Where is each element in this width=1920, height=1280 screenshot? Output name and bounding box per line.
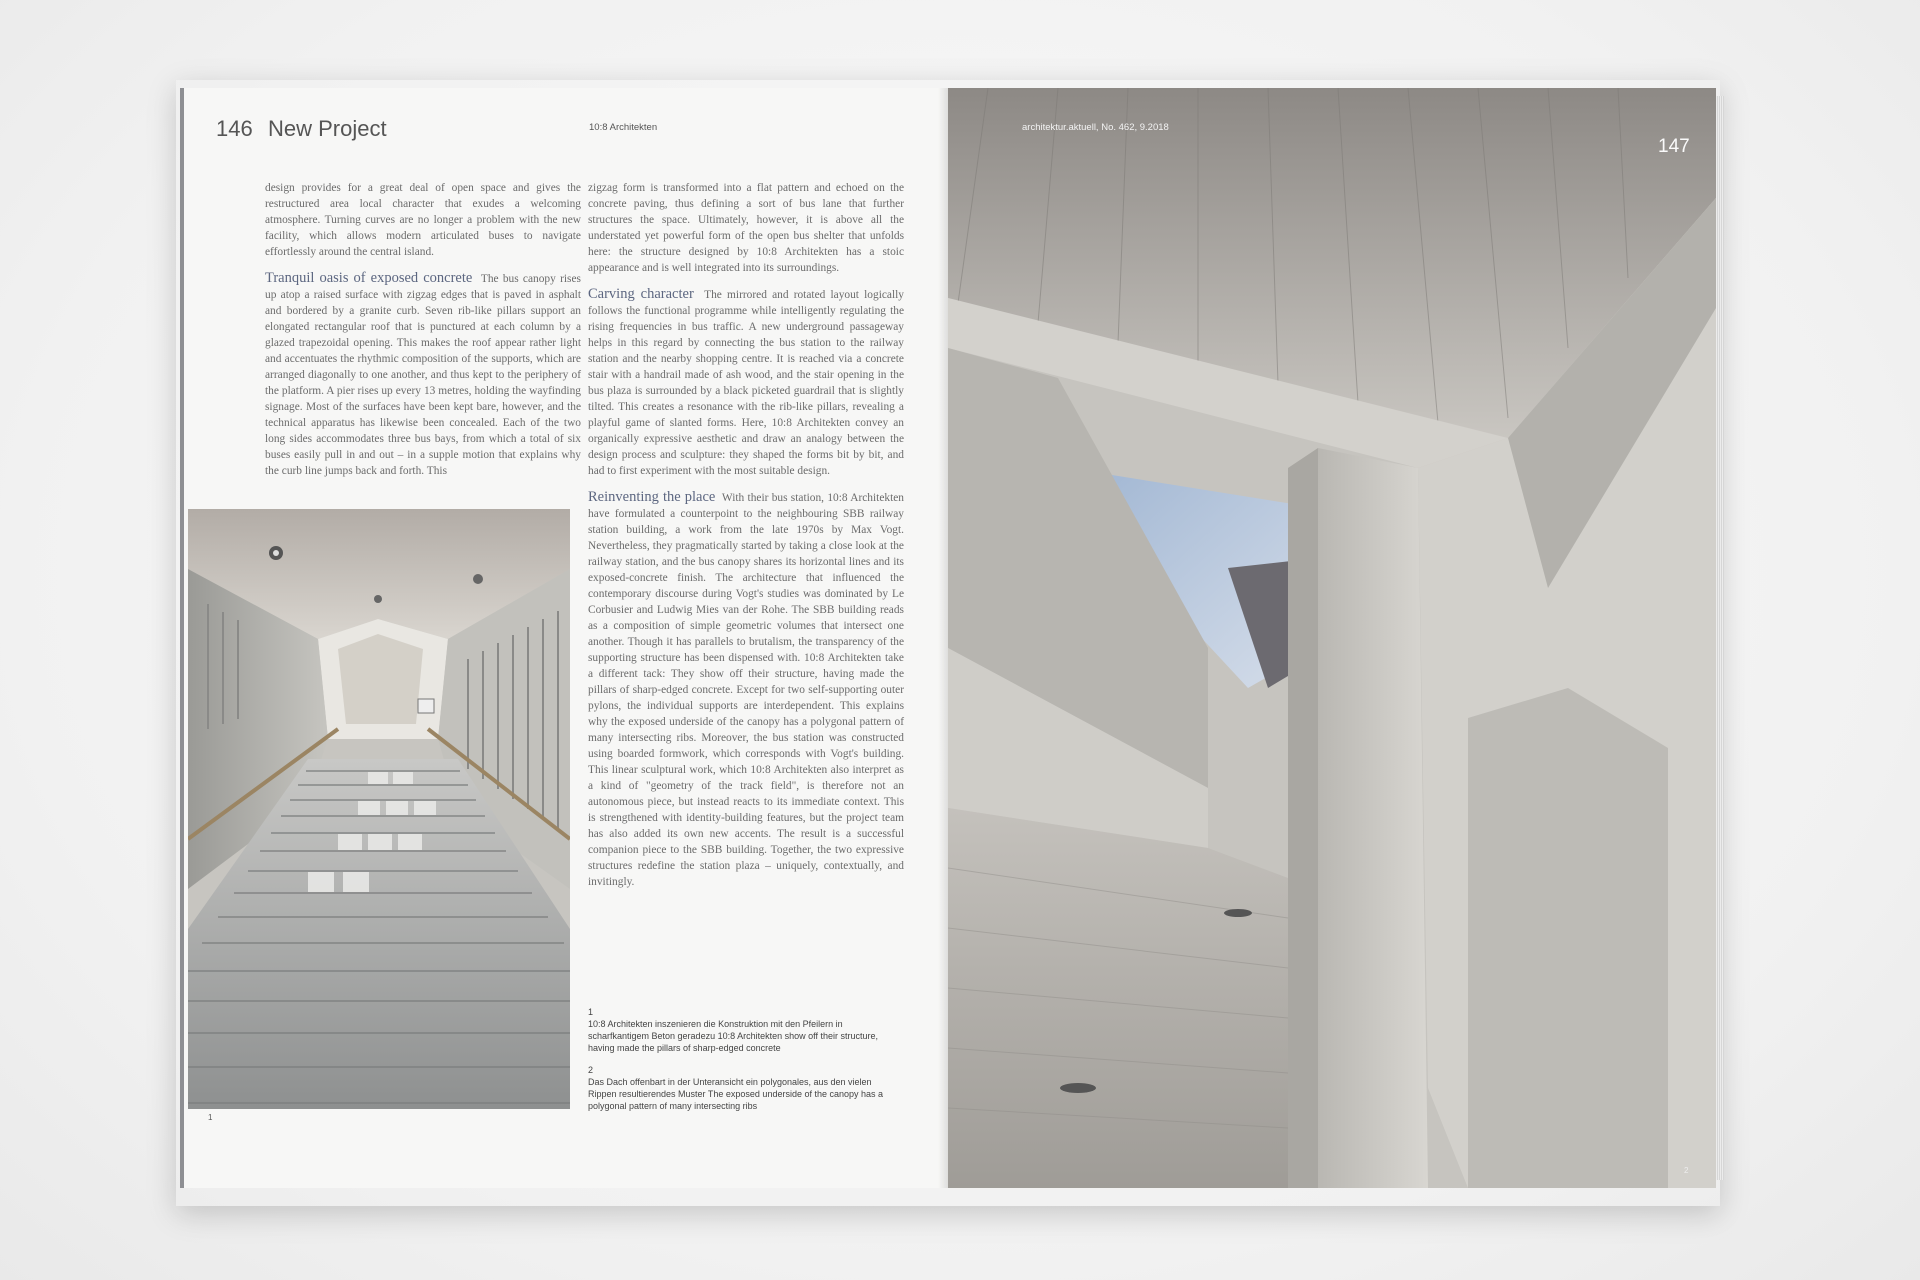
section-title: New Project [268,116,387,141]
concrete-canopy-photo [948,88,1716,1188]
subheading: Carving character [588,286,694,302]
left-page [180,88,948,1188]
body-text: The mirrored and rotated layout logically follows the functional programme while intelligently regulating the rising frequencies in bus traffic. A new underground passageway helps in this regard by connecting the bus station to the railway station and the nearby shopping centre. It is reached via a concrete stair with a handrail made of ash wood, and the stair opening in the bus plaza is surrounded by a black picketed guardrail that is slightly tilted. This creates a resonance with the rib-like pillars, revealing a playful game of slanted forms. Here, 10:8 Architekten convey an organically expressive aesthetic and draw an analogy between the design process and sculpture: they shaped the forms bit by bit, and had to first experiment with the most suitable design. [588,289,904,477]
figure-number: 2 [1684,1166,1689,1175]
caption-text: 10:8 Architekten inszenieren die Konstruktion mit den Pfeilern in scharfkantigem Beton geradezu 10:8 Architekten show off their structure, having made the pillars of sharp-edged concrete [588,1019,878,1053]
page-edges [1716,96,1724,1180]
caption-text: Das Dach offenbart in der Unteransicht ein polygonales, aus den vielen Rippen resultierendes Muster The exposed underside of the canopy has a polygonal pattern of many intersecting ribs [588,1077,884,1111]
stair-photo [188,509,570,1109]
figure-number: 1 [208,1113,213,1122]
text-column-left [265,180,581,489]
caption-number: 1 [588,1007,594,1017]
caption-2 [588,1064,888,1112]
running-head-right: architektur.aktuell, No. 462, 9.2018 [1022,122,1169,133]
caption-1 [588,1006,888,1054]
running-head-left: 10:8 Architekten [589,122,658,133]
stair-photo-illustration [188,509,570,1109]
page-number-right: 147 [1658,136,1690,157]
body-text: The bus canopy rises up atop a raised surface with zigzag edges that is paved in asphalt and bordered by a granite curb. Seven rib-like pillars support an elongated rectangular roof that is punctured at each column by a glazed trapezoidal opening. This makes the roof appear rather light and accentuates the rhythmic composition of the supports, which are arranged diagonally to one another, and thus kept to the periphery of the platform. A pier rises up every 13 metres, holding the wayfinding signage. Most of the surfaces have been kept bare, however, and the technical apparatus has likewise been concealed. Each of the two long sides accommodates three bus bays, from which a total of six buses easily pull in and out – in a supple motion that explains why the curb line jumps back and forth. This [265,273,581,477]
subheading: Tranquil oasis of exposed concrete [265,270,473,286]
body-text: With their bus station, 10:8 Architekten have formulated a counterpoint to the neighbouring SBB railway station building, a work from the late 1970s by Max Vogt. Nevertheless, they pragmatically started by taking a close look at the railway station, and the bus canopy shares its horizontal lines and its exposed-concrete finish. The architecture that influenced the contemporary discourse during Vogt's studies was dominated by Le Corbusier and Ludwig Mies van der Rohe. The SBB building reads as a composition of simple geometric volumes that intersect one another. Though it has parallels to brutalism, the transparency of the supporting structure has been dispensed with. 10:8 Architekten take a different tack: They show off their structure, having made the pillars of sharp-edged concrete. Except for two self-supporting outer pylons, the individual supports are interdependent. This explains why the exposed underside of the canopy has a polygonal pattern of many intersecting ribs. Moreover, the bus station was constructed using boarded formwork, which corresponds with Vogt's building. This linear sculptural work, which 10:8 Architekten also interpret as a kind of "geometry of the track field", is therefore not an autonomous piece, but instead reacts to its immediate context. This is strengthened with identity-building features, but the project team has also added its own new accents. The result is a successful companion piece to the SBB building. Together, the two expressive structures redefine the station plaza – uniquely, contextually, and invitingly. [588,492,904,888]
body-paragraph [588,489,904,890]
right-page [948,88,1716,1188]
caption-number: 2 [588,1065,594,1075]
photo-captions [588,1006,888,1122]
intro-paragraph: design provides for a great deal of open space and gives the restructured area local character that exudes a welcoming atmosphere. Turning curves are no longer a problem with the new facility, which allows modern articulated buses to navigate effortlessly around the central island. [265,182,581,258]
body-paragraph [588,286,904,479]
page-number-left: 146 [216,116,253,141]
intro-paragraph: zigzag form is transformed into a flat pattern and echoed on the concrete paving, thus defining a sort of bus lane that further structures the space. Ultimately, however, it is above all the understated yet powerful form of the open bus shelter that unfolds here: the structure designed by 10:8 Architekten has a stoic appearance and is well integrated into its surroundings. [588,182,904,274]
text-column-right [588,180,904,900]
body-paragraph [265,270,581,479]
subheading: Reinventing the place [588,489,716,505]
